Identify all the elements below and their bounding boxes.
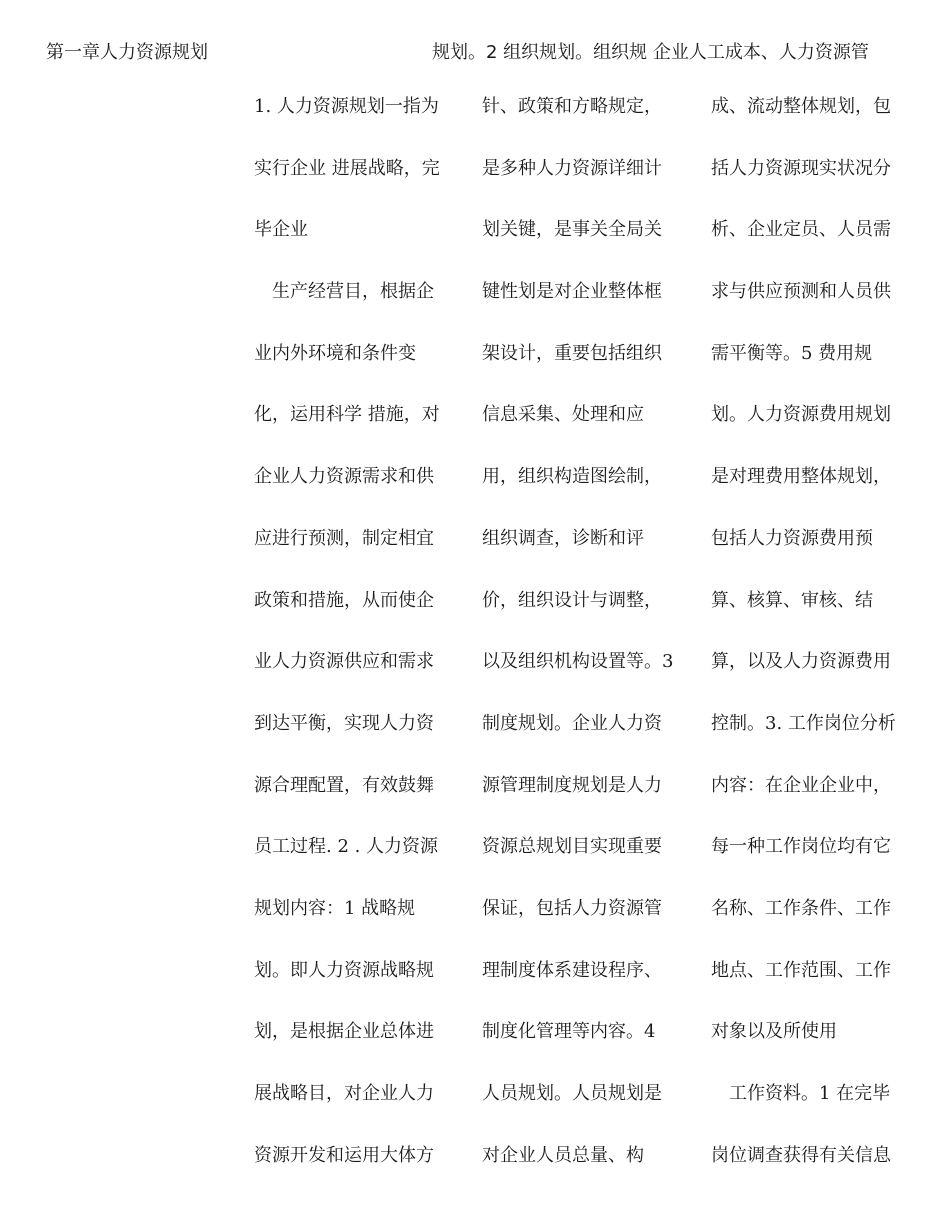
text-line: 划。即人力资源战略规: [254, 959, 434, 981]
text-line: 毕企业: [254, 219, 308, 241]
text-line: 理制度体系建设程序、: [482, 959, 662, 981]
text-line: 岗位调查获得有关信息: [711, 1144, 891, 1166]
text-line: 政策和措施，从而使企: [254, 589, 434, 611]
text-line: 以及组织机构设置等。3: [482, 651, 674, 673]
text-column-1: [254, 94, 466, 1204]
text-line: 保证，包括人力资源管: [482, 897, 662, 919]
text-line: 名称、工作条件、工作: [711, 897, 891, 919]
text-line: 控制。3. 工作岗位分析: [711, 712, 896, 734]
text-line: 括人力资源现实状况分: [711, 157, 891, 179]
text-line: 地点、工作范围、工作: [711, 959, 891, 981]
text-line: 业人力资源供应和需求: [254, 651, 434, 673]
text-line: 每一种工作岗位均有它: [711, 836, 891, 858]
text-line: 规划内容：1 战略规: [254, 897, 416, 919]
page-header-line: 规划。2 组织规划。组织规 企业人工成本、人力资源管: [432, 42, 869, 63]
text-line: 源管理制度规划是人力: [482, 774, 662, 796]
text-line: 用，组织构造图绘制，: [482, 466, 662, 488]
text-line: 展战略目，对企业人力: [254, 1083, 434, 1104]
text-line: 包括人力资源费用预: [711, 527, 873, 549]
text-line: 到达平衡，实现人力资: [254, 712, 434, 734]
text-line: 化，运用科学 措施，对: [254, 404, 440, 426]
text-line: 信息采集、处理和应: [482, 404, 644, 426]
text-line: 算、核算、审核、结: [711, 589, 873, 611]
text-line: 源合理配置，有效鼓舞: [254, 774, 434, 796]
text-column-2: [482, 94, 696, 1204]
chapter-title: 第一章人力资源规划: [46, 42, 208, 63]
text-line: 求与供应预测和人员供: [711, 281, 891, 303]
text-line: 是对理费用整体规划，: [711, 466, 891, 488]
text-line: 划。人力资源费用规划: [711, 404, 891, 426]
text-line: 划，是根据企业总体进: [254, 1021, 434, 1043]
text-line: 实行企业 进展战略，完: [254, 157, 440, 179]
text-line: 应进行预测，制定相宜: [254, 527, 434, 549]
text-line: 资源开发和运用大体方: [254, 1144, 434, 1166]
text-line: 是多种人力资源详细计: [482, 157, 662, 179]
text-line: 内容：在企业企业中，: [711, 774, 891, 796]
text-line: 成、流动整体规划，包: [711, 96, 891, 117]
text-line: 企业人力资源需求和供: [254, 466, 434, 488]
text-line: 划关键，是事关全局关: [482, 219, 662, 241]
text-line: 算，以及人力资源费用: [711, 651, 891, 673]
text-line: 工作资料。1 在完毕: [711, 1083, 891, 1104]
text-line: 针、政策和方略规定，: [482, 96, 662, 117]
text-line: 生产经营目，根据企: [254, 281, 434, 303]
text-line: 1. 人力资源规划一指为: [254, 96, 439, 117]
text-line: 对企业人员总量、构: [482, 1144, 644, 1166]
text-line: 架设计，重要包括组织: [482, 342, 662, 364]
text-line: 对象以及所使用: [711, 1021, 837, 1043]
text-line: 需平衡等。5 费用规: [711, 342, 873, 364]
text-line: 析、企业定员、人员需: [711, 219, 891, 241]
text-line: 制度规划。企业人力资: [482, 712, 662, 734]
text-column-3: [711, 94, 925, 1204]
text-line: 制度化管理等内容。4: [482, 1021, 656, 1043]
text-line: 组织调查，诊断和评: [482, 527, 644, 549]
text-line: 人员规划。人员规划是: [482, 1083, 662, 1104]
text-line: 键性划是对企业整体框: [482, 281, 662, 303]
text-line: 资源总规划目实现重要: [482, 836, 662, 858]
text-line: 价，组织设计与调整，: [482, 589, 662, 611]
text-line: 业内外环境和条件变: [254, 342, 416, 364]
text-line: 员工过程. 2 . 人力资源: [254, 836, 439, 858]
